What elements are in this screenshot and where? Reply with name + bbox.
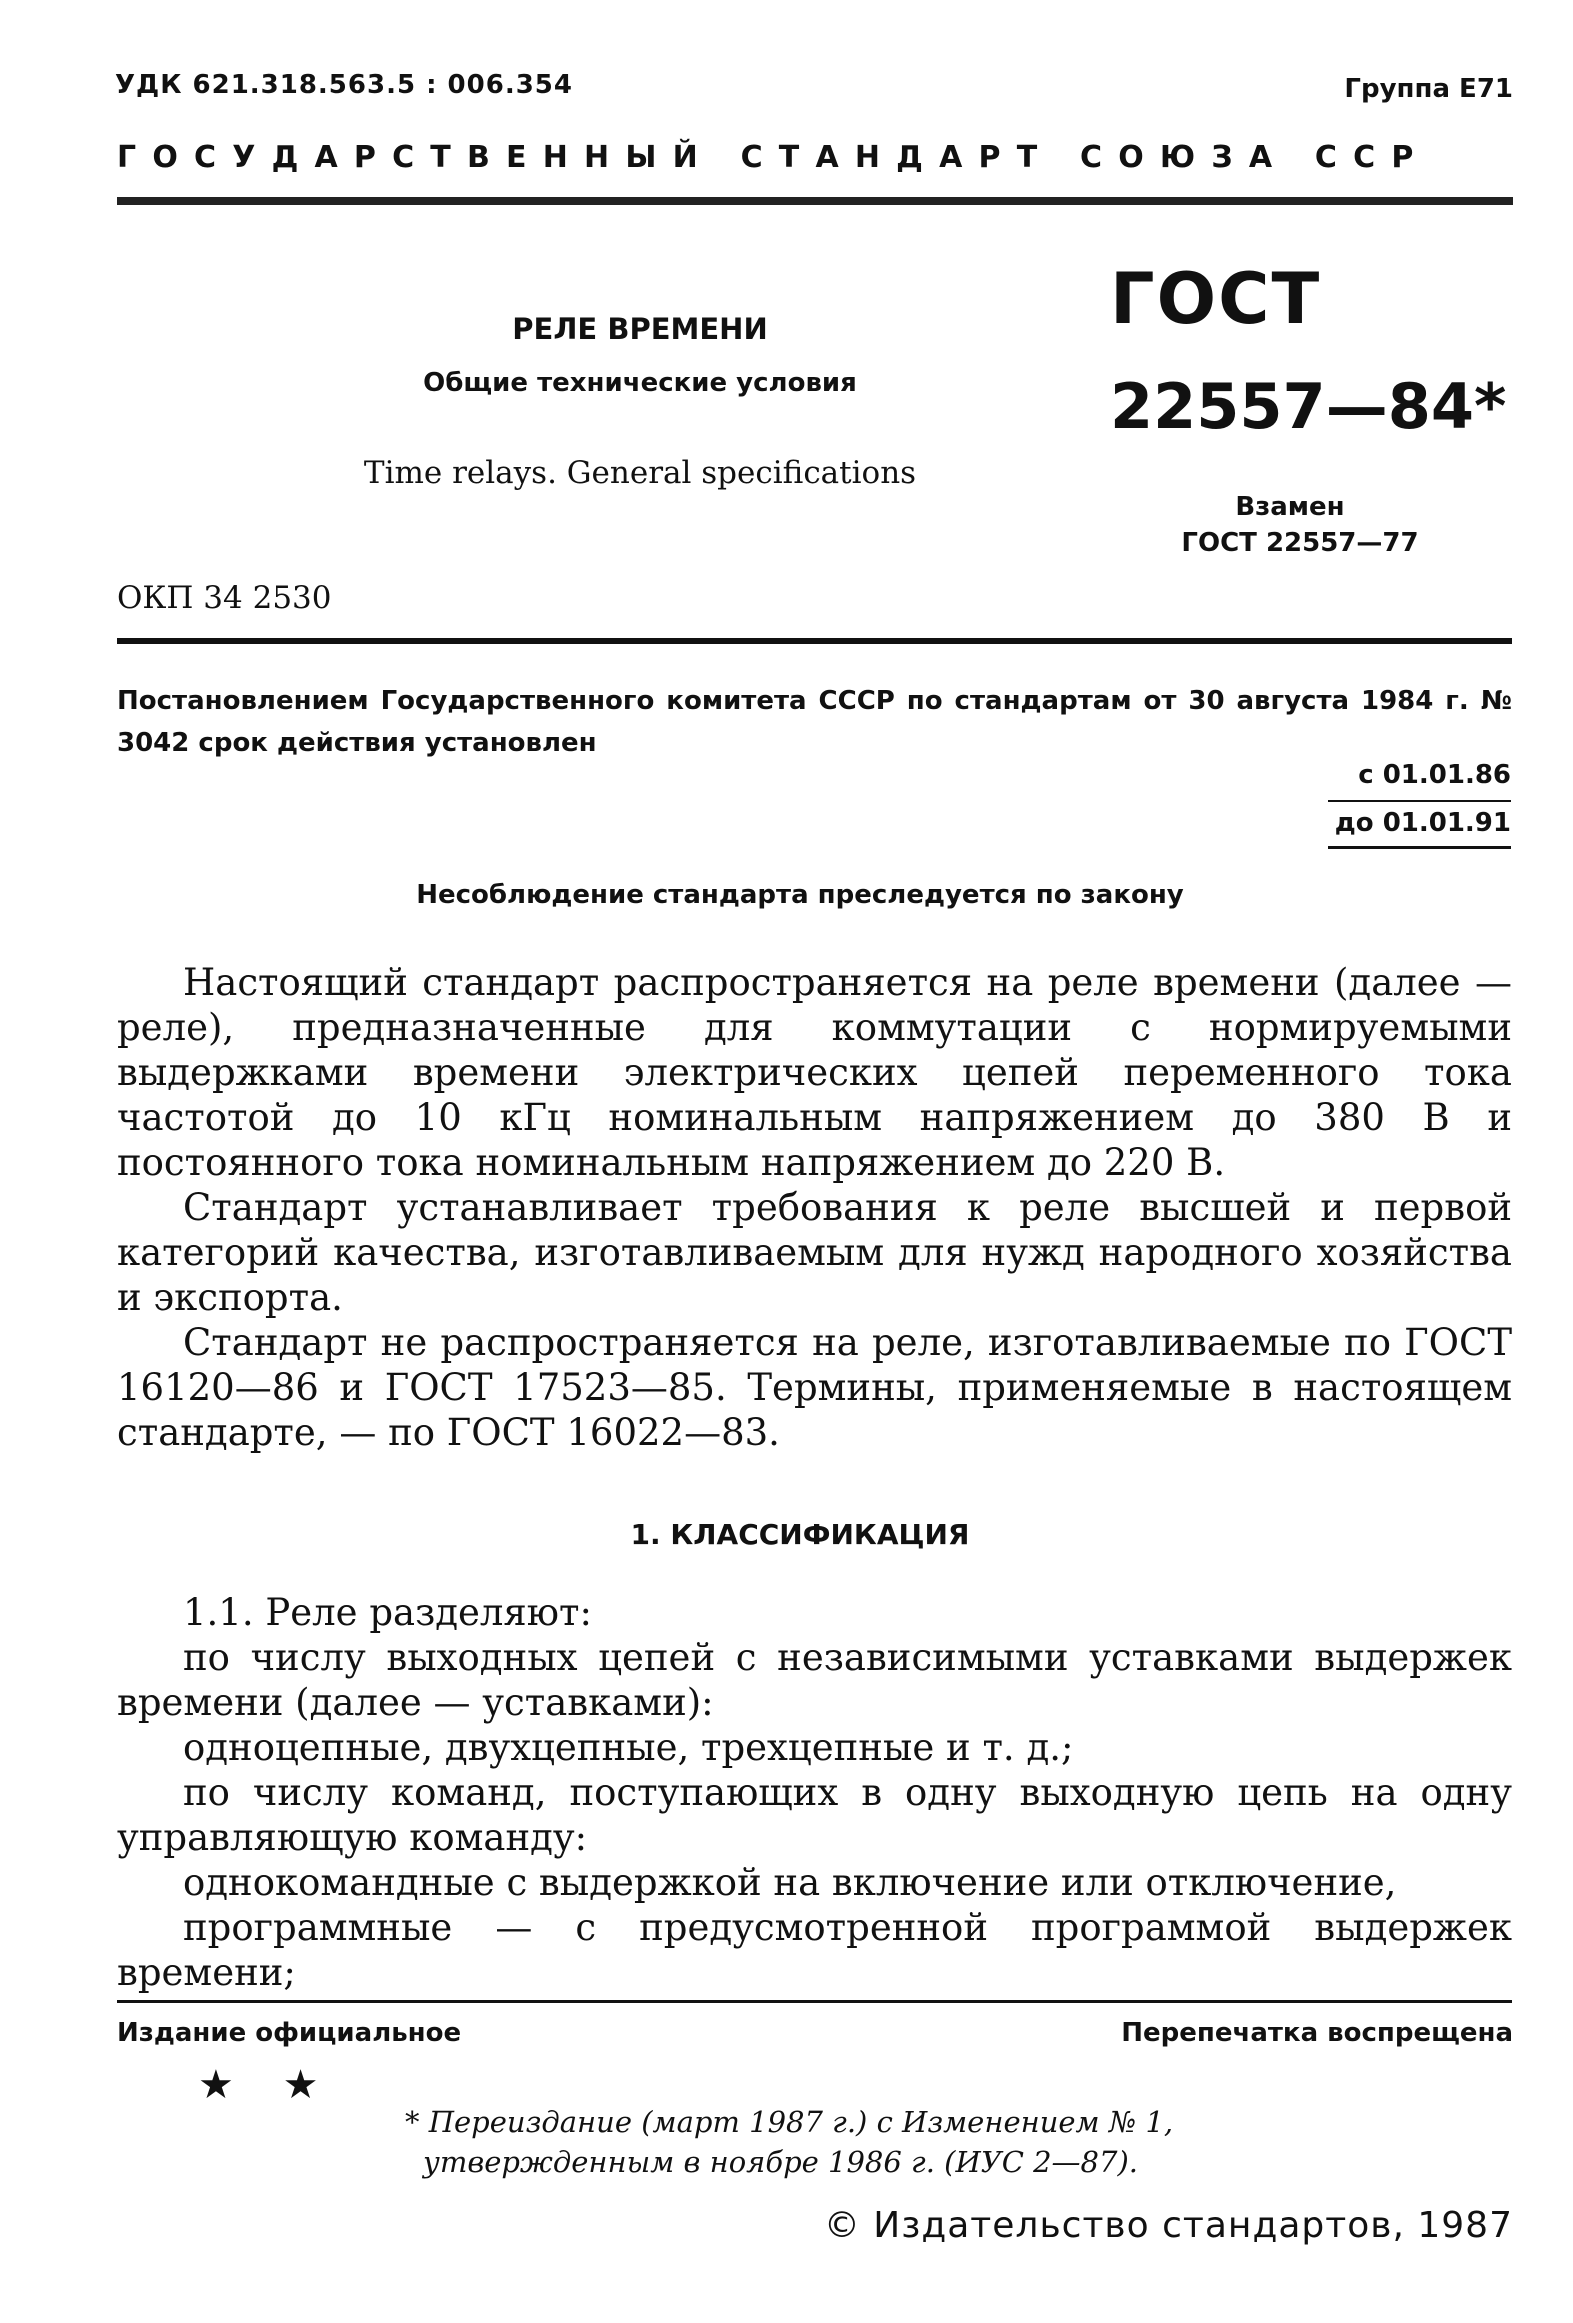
item-circuit-types: одноцепные, двухцепные, трехцепные и т. д.; — [183, 1726, 1074, 1769]
item-programmed: программные — с предусмотренной программой выдержек времени; — [117, 1906, 1512, 1994]
footer-rule — [117, 2000, 1512, 2003]
stars-icon: ★ ★ — [198, 2062, 337, 2108]
udk-code: УДК 621.318.563.5 : 006.354 — [115, 70, 573, 100]
classification-text — [117, 1590, 1512, 1995]
replaced-standard: ГОСТ 22557—77 — [1181, 528, 1419, 558]
reissue-note-line-1: * Переиздание (март 1987 г.) с Изменением № 1, — [405, 2105, 1174, 2139]
document-title: РЕЛЕ ВРЕМЕНИ — [512, 312, 768, 346]
title-rule — [117, 638, 1512, 644]
item-output-circuits: по числу выходных цепей с независимыми уставками выдержек времени (далее — уставками): — [117, 1636, 1512, 1724]
okp-code: ОКП 34 2530 — [117, 580, 332, 616]
item-single-command: однокомандные с выдержкой на включение или отключение, — [183, 1861, 1397, 1904]
english-title: Time relays. General specifications — [363, 455, 917, 491]
legal-warning: Несоблюдение стандарта преследуется по закону — [416, 880, 1184, 910]
intro-paragraph-3: Стандарт не распространяется на реле, изготавливаемые по ГОСТ 16120—86 и ГОСТ 17523—85. Термины, применяемые в настоящем стандарте, — по ГОСТ 16022—83. — [117, 1321, 1512, 1454]
gost-number: 22557—84* — [1110, 370, 1507, 443]
effective-to: до 01.01.91 — [1334, 808, 1511, 838]
intro-paragraph-2: Стандарт устанавливает требования к реле высшей и первой категорий качества, изготавливаемым для нужд народного хозяйства и экспорта. — [117, 1186, 1512, 1319]
state-standard-heading: ГОСУДАРСТВЕННЫЙ СТАНДАРТ СОЮЗА ССР — [117, 140, 1430, 175]
item-commands: по числу команд, поступающих в одну выходную цепь на одну управляющую команду: — [117, 1771, 1512, 1859]
body-text — [117, 960, 1512, 1455]
decree-text: Постановлением Государственного комитета СССР по стандартам от 30 августа 1984 г. № 3042 срок действия установлен — [117, 686, 1512, 758]
official-edition: Издание официальное — [117, 2018, 462, 2048]
dates-rule-2 — [1328, 846, 1511, 849]
intro-paragraph-1: Настоящий стандарт распространяется на реле времени (далее — реле), предназначенные для коммутации с нормируемыми выдержками времени электрических цепей переменного тока частотой до 10 кГц номинальным напряжением до 380 В и постоянного тока номинальным напряжением до 220 В. — [117, 961, 1512, 1184]
document-subtitle: Общие технические условия — [423, 368, 857, 398]
gost-label: ГОСТ — [1110, 258, 1322, 340]
publisher-copyright: © Издательство стандартов, 1987 — [823, 2205, 1513, 2246]
section-title: 1. КЛАССИФИКАЦИЯ — [630, 1518, 970, 1551]
reissue-note-line-2: утвержденным в ноябре 1986 г. (ИУС 2—87). — [423, 2145, 1138, 2179]
item-1-1: 1.1. Реле разделяют: — [183, 1591, 592, 1634]
header-rule — [117, 197, 1513, 205]
dates-rule-1 — [1328, 800, 1511, 802]
effective-from: с 01.01.86 — [1358, 760, 1511, 790]
replaces-label: Взамен — [1235, 492, 1345, 522]
group-code: Группа Е71 — [1344, 74, 1513, 104]
reprint-prohibited: Перепечатка воспрещена — [1121, 2018, 1513, 2048]
